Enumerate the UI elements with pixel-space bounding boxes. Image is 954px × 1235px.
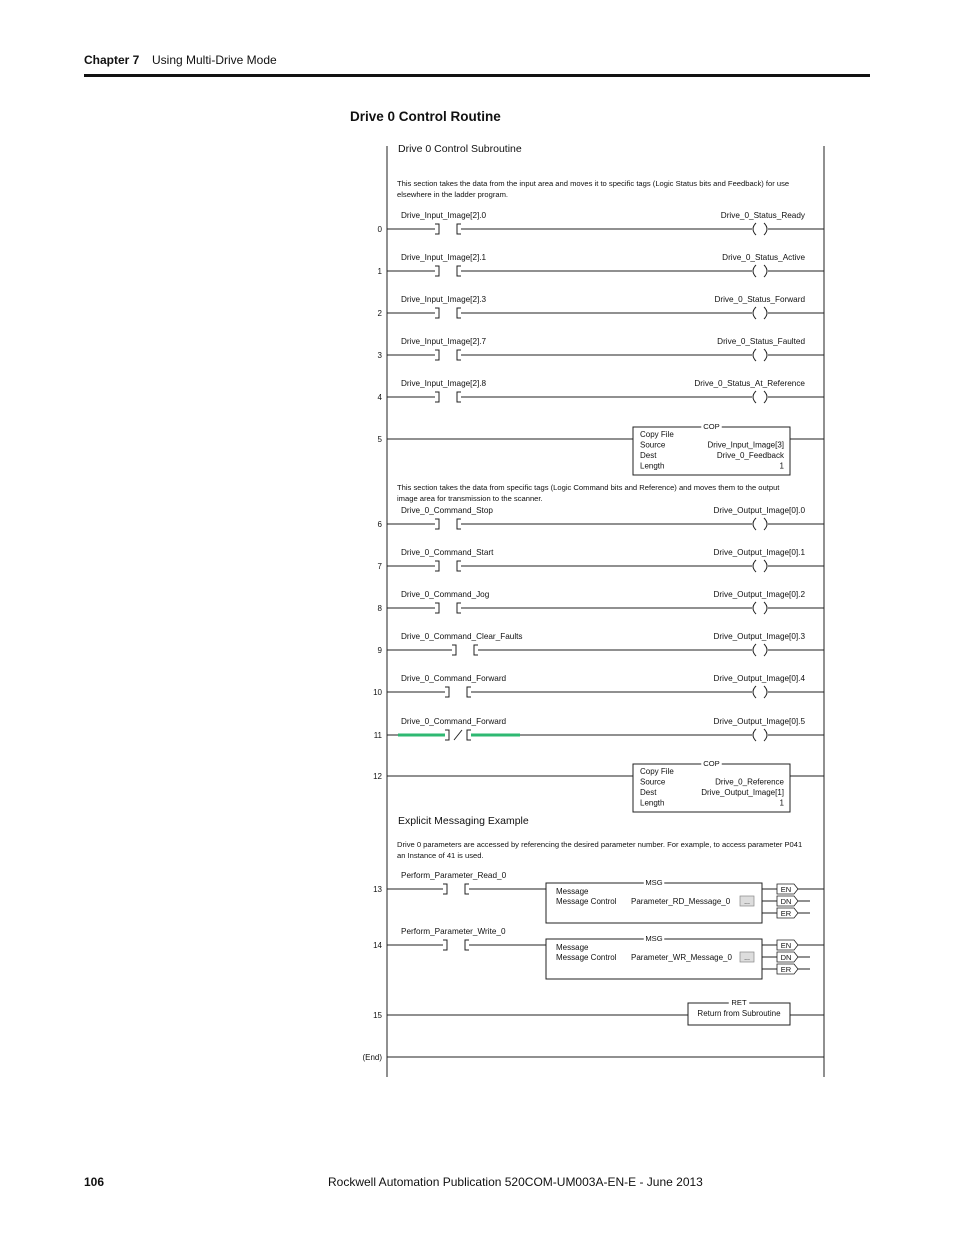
input-tag-label: Perform_Parameter_Read_0 (401, 871, 507, 880)
contact-left-bracket (445, 730, 449, 740)
contact-left-bracket (435, 519, 439, 529)
coil-left-arc (753, 391, 756, 403)
cop-param-label: Dest (640, 788, 657, 797)
input-tag-label: Drive_0_Command_Jog (401, 590, 490, 599)
cop-instruction-box-title: COP (703, 422, 720, 431)
input-tag-label: Drive_Input_Image[2].1 (401, 253, 487, 262)
msg-instruction-box-title: MSG (645, 934, 663, 943)
contact-left-bracket (435, 224, 439, 234)
contact-nc-slash (454, 730, 462, 740)
coil-left-arc (753, 349, 756, 361)
chapter-title: Using Multi-Drive Mode (152, 53, 277, 67)
msg-control-tag: Parameter_RD_Message_0 (631, 897, 731, 906)
cop-param-label: Length (640, 798, 665, 808)
output-tag-label: Drive_Output_Image[0].0 (713, 506, 805, 515)
cop-param-label: Dest (640, 451, 657, 460)
coil-left-arc (753, 644, 756, 656)
msg-param-label: Message Control (556, 897, 617, 906)
subroutine-heading: Drive 0 Control Subroutine (398, 143, 522, 155)
coil-right-arc (764, 307, 767, 319)
section-title: Drive 0 Control Routine (350, 109, 501, 124)
status-bit-label: ER (780, 909, 792, 918)
coil-left-arc (753, 560, 756, 572)
coil-left-arc (753, 602, 756, 614)
rung-number: 2 (377, 309, 382, 318)
contact-right-bracket (457, 561, 461, 571)
output-tag-label: Drive_Output_Image[0].3 (713, 632, 805, 641)
coil-right-arc (764, 729, 767, 741)
contact-right-bracket (474, 645, 478, 655)
coil-left-arc (753, 729, 756, 741)
coil-left-arc (753, 518, 756, 530)
coil-right-arc (764, 349, 767, 361)
rung-number: 7 (377, 562, 382, 571)
coil-right-arc (764, 265, 767, 277)
contact-right-bracket (457, 224, 461, 234)
output-tag-label: Drive_Output_Image[0].1 (713, 548, 805, 557)
cop-param-value: 1 (779, 798, 784, 808)
status-bit-label: ER (780, 965, 792, 974)
input-tag-label: Drive_Input_Image[2].7 (401, 337, 487, 346)
coil-right-arc (764, 391, 767, 403)
contact-right-bracket (457, 519, 461, 529)
rung-number: 0 (377, 225, 382, 234)
contact-left-bracket (435, 266, 439, 276)
coil-right-arc (764, 518, 767, 530)
note-input-section: elsewhere in the ladder program. (397, 190, 509, 199)
highlight-bar (398, 734, 445, 737)
cop-instruction-box-title: COP (703, 759, 720, 768)
coil-left-arc (753, 307, 756, 319)
contact-right-bracket (457, 603, 461, 613)
chapter-label: Chapter 7 (84, 53, 140, 67)
cop-param-label: Source (640, 440, 666, 450)
browse-button-label: ... (744, 955, 750, 962)
output-tag-label: Drive_Output_Image[0].4 (713, 674, 805, 683)
rung-number: 10 (373, 688, 382, 697)
contact-right-bracket (465, 884, 469, 894)
msg-instruction-box-title: MSG (645, 878, 663, 887)
contact-left-bracket (435, 603, 439, 613)
input-tag-label: Drive_0_Command_Clear_Faults (401, 632, 523, 641)
output-tag-label: Drive_0_Status_Active (722, 253, 805, 262)
contact-left-bracket (452, 645, 456, 655)
input-tag-label: Drive_Input_Image[2].3 (401, 295, 487, 304)
output-tag-label: Drive_Output_Image[0].2 (713, 590, 805, 599)
browse-button-label: ... (744, 899, 750, 906)
output-tag-label: Drive_0_Status_Faulted (717, 337, 805, 346)
coil-right-arc (764, 223, 767, 235)
cop-param-value: 1 (779, 461, 784, 471)
ret-label: Return from Subroutine (697, 1009, 781, 1018)
rung-number: 11 (373, 731, 382, 740)
rung-number: 9 (377, 646, 382, 655)
rung-number: 5 (377, 435, 382, 444)
msg-param-label: Message (556, 943, 589, 952)
status-bit-label: EN (780, 885, 792, 894)
input-tag-label: Drive_Input_Image[2].8 (401, 379, 487, 388)
contact-right-bracket (457, 308, 461, 318)
rung-number: 4 (377, 393, 382, 402)
contact-right-bracket (457, 350, 461, 360)
contact-left-bracket (443, 884, 447, 894)
contact-left-bracket (445, 687, 449, 697)
rung-number: 12 (373, 772, 382, 781)
output-tag-label: Drive_Output_Image[0].5 (713, 717, 805, 726)
cop-param-value: Drive_Input_Image[3] (707, 440, 784, 450)
input-tag-label: Drive_0_Command_Start (401, 548, 494, 557)
publication-info: Rockwell Automation Publication 520COM-UM003A-EN-E - June 2013 (328, 1175, 703, 1189)
cop-param-label: Copy File (640, 430, 674, 439)
output-tag-label: Drive_0_Status_Forward (714, 295, 805, 304)
note-input-section: This section takes the data from the input area and moves it to specific tags (Logic Status bits and Feedback) for use (397, 179, 790, 188)
status-bit-label: DN (780, 953, 792, 962)
rung-number: 3 (377, 351, 382, 360)
coil-left-arc (753, 223, 756, 235)
rung-number: (End) (362, 1053, 382, 1062)
rung-number: 15 (373, 1011, 382, 1020)
cop-param-value: Drive_Output_Image[1] (701, 788, 784, 797)
contact-right-bracket (457, 266, 461, 276)
input-tag-label: Drive_0_Command_Forward (401, 717, 507, 726)
cop-param-label: Length (640, 461, 665, 471)
contact-left-bracket (435, 350, 439, 360)
msg-param-label: Message Control (556, 953, 617, 962)
coil-left-arc (753, 686, 756, 698)
contact-left-bracket (443, 940, 447, 950)
rung-number: 6 (377, 520, 382, 529)
input-tag-label: Drive_0_Command_Stop (401, 506, 493, 515)
input-tag-label: Drive_0_Command_Forward (401, 674, 507, 683)
coil-left-arc (753, 265, 756, 277)
msg-param-label: Message (556, 887, 589, 896)
rung-number: 1 (377, 267, 382, 276)
coil-right-arc (764, 686, 767, 698)
status-bit-label: EN (780, 941, 792, 950)
contact-right-bracket (457, 392, 461, 402)
explicit-messaging-heading: Explicit Messaging Example (398, 815, 529, 827)
contact-right-bracket (465, 940, 469, 950)
contact-right-bracket (467, 687, 471, 697)
coil-right-arc (764, 644, 767, 656)
note-output-section: image area for transmission to the scanner. (397, 494, 543, 503)
contact-left-bracket (435, 392, 439, 402)
cop-param-value: Drive_0_Feedback (716, 451, 784, 460)
note-explicit-messaging: Drive 0 parameters are accessed by referencing the desired parameter number. For example, to access parameter P041 (397, 840, 803, 849)
cop-param-value: Drive_0_Reference (715, 777, 784, 787)
page-number: 106 (84, 1175, 105, 1189)
cop-param-label: Copy File (640, 767, 674, 776)
status-bit-label: DN (780, 897, 792, 906)
contact-left-bracket (435, 308, 439, 318)
contact-left-bracket (435, 561, 439, 571)
coil-right-arc (764, 602, 767, 614)
output-tag-label: Drive_0_Status_At_Reference (694, 379, 805, 388)
note-explicit-messaging: an Instance of 41 is used. (397, 851, 484, 860)
contact-right-bracket (467, 730, 471, 740)
rung-number: 14 (373, 941, 382, 950)
input-tag-label: Drive_Input_Image[2].0 (401, 211, 487, 220)
highlight-bar (471, 734, 520, 737)
cop-param-label: Source (640, 777, 666, 787)
ret-instruction-box-title: RET (731, 998, 747, 1007)
input-tag-label: Perform_Parameter_Write_0 (401, 927, 506, 936)
rung-number: 8 (377, 604, 382, 613)
output-tag-label: Drive_0_Status_Ready (720, 211, 805, 220)
rung-number: 13 (373, 885, 382, 894)
note-output-section: This section takes the data from specific tags (Logic Command bits and Reference) and moves them to the output (397, 483, 780, 492)
coil-right-arc (764, 560, 767, 572)
msg-control-tag: Parameter_WR_Message_0 (631, 953, 732, 962)
